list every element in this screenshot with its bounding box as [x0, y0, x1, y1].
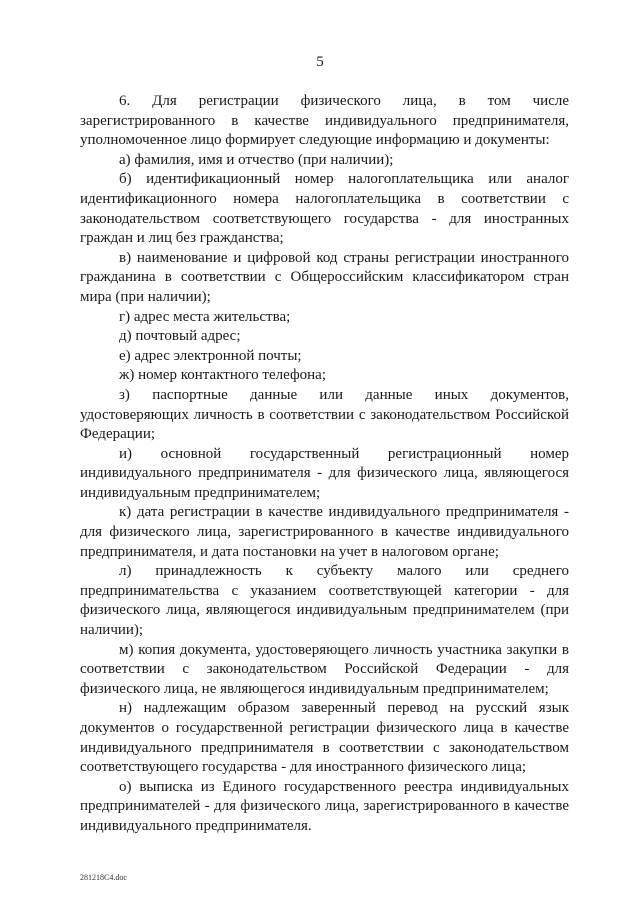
file-name-footer: 281218С4.doc	[80, 873, 127, 882]
list-item-k: к) дата регистрации в качестве индивидуального предпринимателя - для физического лица, зарегистрированного в качестве индивидуального предпринимателя, и дата постановки на учет в налоговом органе;	[80, 504, 569, 560]
paragraph-intro: 6. Для регистрации физического лица, в том числе зарегистрированного в качестве индивидуального предпринимателя, уполномоченное лицо формирует следующие информацию и документы:	[80, 93, 569, 149]
list-item-i: и) основной государственный регистрационный номер индивидуального предпринимателя - для физического лица, являющегося индивидуальным предпринимателем;	[80, 445, 569, 501]
list-item-g: г) адрес места жительства;	[119, 308, 291, 325]
list-item-b: б) идентификационный номер налогоплательщика или аналог идентификационного номера налогоплательщика в соответствии с законодательством соответствующего государства - для иностранных граждан и лиц без гражданства;	[80, 171, 569, 247]
page-number: 5	[316, 54, 324, 70]
list-item-m: м) копия документа, удостоверяющего личность участника закупки в соответствии с законодательством Российской Федерации - для физического лица, не являющегося индивидуальным предпринимателем;	[80, 641, 569, 697]
list-item-e: е) адрес электронной почты;	[119, 347, 302, 364]
list-item-l: л) принадлежность к субъекту малого или среднего предпринимательства с указанием соответствующей категории - для физического лица, являющегося индивидуальным предпринимателем (при наличии);	[80, 563, 569, 639]
list-item-n: н) надлежащим образом заверенный перевод на русский язык документов о государственной регистрации физического лица в качестве индивидуального предпринимателя в соответствии с законодательством соответствующего государства - для иностранного физического лица;	[80, 700, 569, 776]
list-item-a: а) фамилия, имя и отчество (при наличии);	[119, 151, 394, 168]
list-item-zh: ж) номер контактного телефона;	[119, 367, 327, 384]
document-body	[80, 92, 569, 837]
list-item-z: з) паспортные данные или данные иных документов, удостоверяющих личность в соответствии с законодательством Российской Федерации;	[80, 386, 569, 443]
list-item-v: в) наименование и цифровой код страны регистрации иностранного гражданина в соответствии с Общероссийским классификатором стран мира (при наличии);	[80, 249, 569, 305]
list-item-d: д) почтовый адрес;	[119, 328, 241, 345]
list-item-o: о) выписка из Единого государственного реестра индивидуальных предпринимателей - для физического лица, зарегистрированного в качестве индивидуального предпринимателя.	[80, 778, 569, 834]
